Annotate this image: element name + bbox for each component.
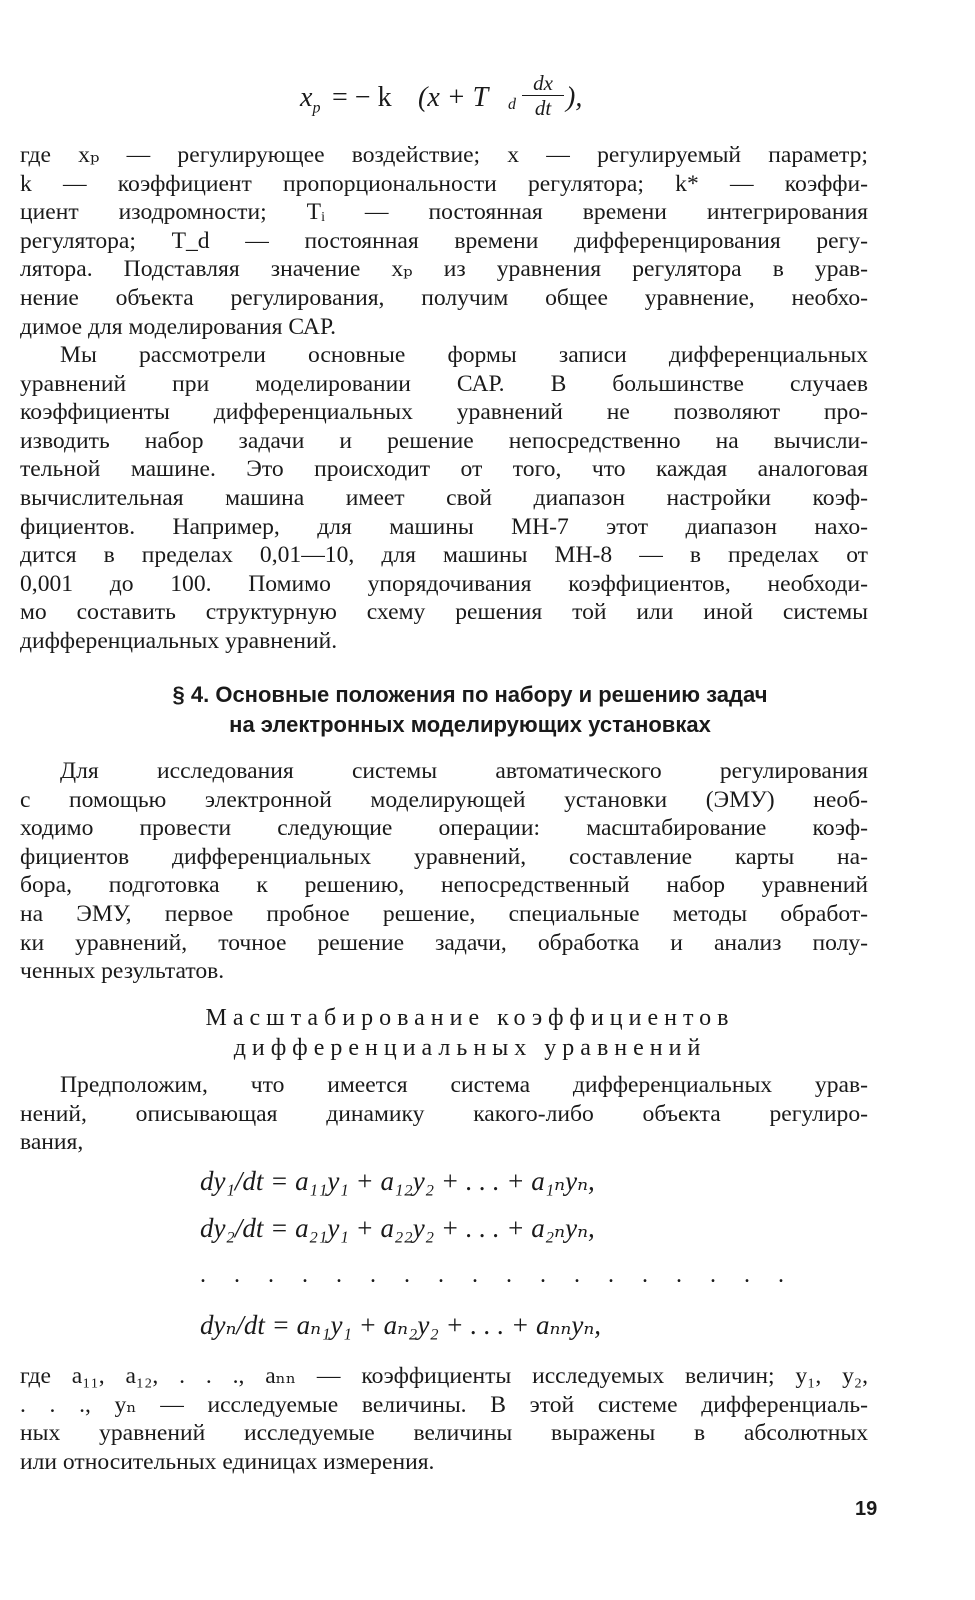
section-heading-line: § 4. Основные положения по набору и решению задач (172, 682, 768, 707)
formula-eq-k: = − k (332, 82, 392, 113)
fraction-numerator: dx (533, 71, 553, 95)
equation-ellipsis-row: . . . . . . . . . . . . . . . . . . (200, 1262, 795, 1288)
text-line: фициентов дифференциальных уравнений, составление карты на- (20, 843, 868, 870)
paragraph-forms (20, 341, 868, 656)
formula-lhs: $x_p$ (300, 82, 321, 117)
subsection-heading-line: дифференциальных уравнений (233, 1035, 707, 1061)
text-line: ки уравнений, точное решение задачи, обработка и анализ полу- (20, 929, 868, 956)
text-line: вычислительная машина имеет свой диапазон настройки коэф- (20, 484, 868, 511)
text-line: тельной машине. Это происходит от того, что каждая аналоговая (20, 456, 868, 483)
regulator-formula (300, 72, 700, 132)
section-heading (20, 680, 920, 740)
text-line: ченных результатов. (20, 958, 225, 985)
text-line: или относительных единицах измерения. (20, 1448, 435, 1475)
text-line: уравнений при моделировании САР. В большинстве случаев (20, 370, 868, 397)
text-line: лятора. Подставляя значение xₚ из уравнения регулятора в урав- (20, 256, 868, 283)
text-line: мо составить структурную схему решения той или иной системы (20, 599, 868, 626)
page-number: 19 (855, 1498, 878, 1520)
text-line: коэффициенты дифференциальных уравнений не позволяют про- (20, 399, 868, 426)
formula-open: (x + T (418, 82, 489, 113)
text-line: на ЭМУ, первое пробное решение, специальные методы обработ- (20, 900, 868, 927)
formula-close: ), (566, 82, 583, 113)
subsection-heading (20, 1003, 920, 1063)
subsection-heading-line: Масштабирование коэффициентов (205, 1005, 735, 1031)
paragraph-system-intro (20, 1071, 868, 1157)
paragraph-operations (20, 757, 868, 986)
equation-row-2: dy₂/dt = a₂₁y₁ + a₂₂y₂ + . . . + a₂ₙyₙ, (200, 1213, 595, 1243)
text-line: изводить набор задачи и решение непосредственно на вычисли- (20, 427, 868, 454)
text-line: вания, (20, 1129, 84, 1156)
text-line: дифференциальных уравнений. (20, 627, 338, 654)
text-line: где a₁₁, a₁₂, . . ., aₙₙ — коэффициенты исследуемых величин; y₁, y₂, (20, 1363, 868, 1389)
text-line: димое для моделирования САР. (20, 313, 337, 340)
text-line: с помощью электронной моделирующей установки (ЭМУ) необ- (20, 786, 868, 813)
text-line: . . ., yₙ — исследуемые величины. В этой системе дифференциаль- (20, 1391, 868, 1418)
text-line: 0,001 до 100. Помимо упорядочивания коэффициентов, необходи- (20, 570, 868, 597)
text-line: бора, подготовка к решению, непосредственный набор уравнений (20, 872, 868, 899)
paragraph-coefficients (20, 1362, 868, 1476)
text-line: нений, описывающая динамику какого-либо объекта регулиро- (20, 1100, 868, 1127)
formula-fraction (522, 72, 564, 119)
section-heading-line: на электронных моделирующих установках (229, 712, 711, 737)
text-line: Для исследования системы автоматического регулирования (60, 758, 868, 784)
text-line: Мы рассмотрели основные формы записи дифференциальных (60, 342, 868, 368)
text-line: циент изодромности; Tᵢ — постоянная времени интегрирования (20, 199, 868, 226)
text-line: k — коэффициент пропорциональности регулятора; k* — коэффи- (20, 170, 868, 197)
text-line: где xₚ — регулирующее воздействие; x — регулируемый параметр; (20, 142, 868, 168)
text-line: нение объекта регулирования, получим общее уравнение, необхо- (20, 284, 868, 311)
text-line: ных уравнений исследуемые величины выражены в абсолютных (20, 1420, 868, 1447)
text-line: фициентов. Например, для машины МН-7 этот диапазон нахо- (20, 513, 868, 540)
paragraph-definitions (20, 141, 868, 341)
text-line: дится в пределах 0,01—10, для машины МН-8 — в пределах от (20, 542, 868, 569)
equation-row-1: dy₁/dt = a₁₁y₁ + a₁₂y₂ + . . . + a₁ₙyₙ, (200, 1166, 595, 1196)
equation-row-n: dyₙ/dt = aₙ₁y₁ + aₙ₂y₂ + . . . + aₙₙyₙ, (200, 1310, 602, 1340)
text-line: ходимо провести следующие операции: масштабирование коэф- (20, 815, 868, 842)
text-line: Предположим, что имеется система дифференциальных урав- (60, 1072, 868, 1098)
formula-d-sub: d (508, 96, 516, 113)
text-line: регулятора; T_d — постоянная времени дифференцирования регу- (20, 227, 868, 254)
fraction-denominator: dt (534, 96, 552, 120)
